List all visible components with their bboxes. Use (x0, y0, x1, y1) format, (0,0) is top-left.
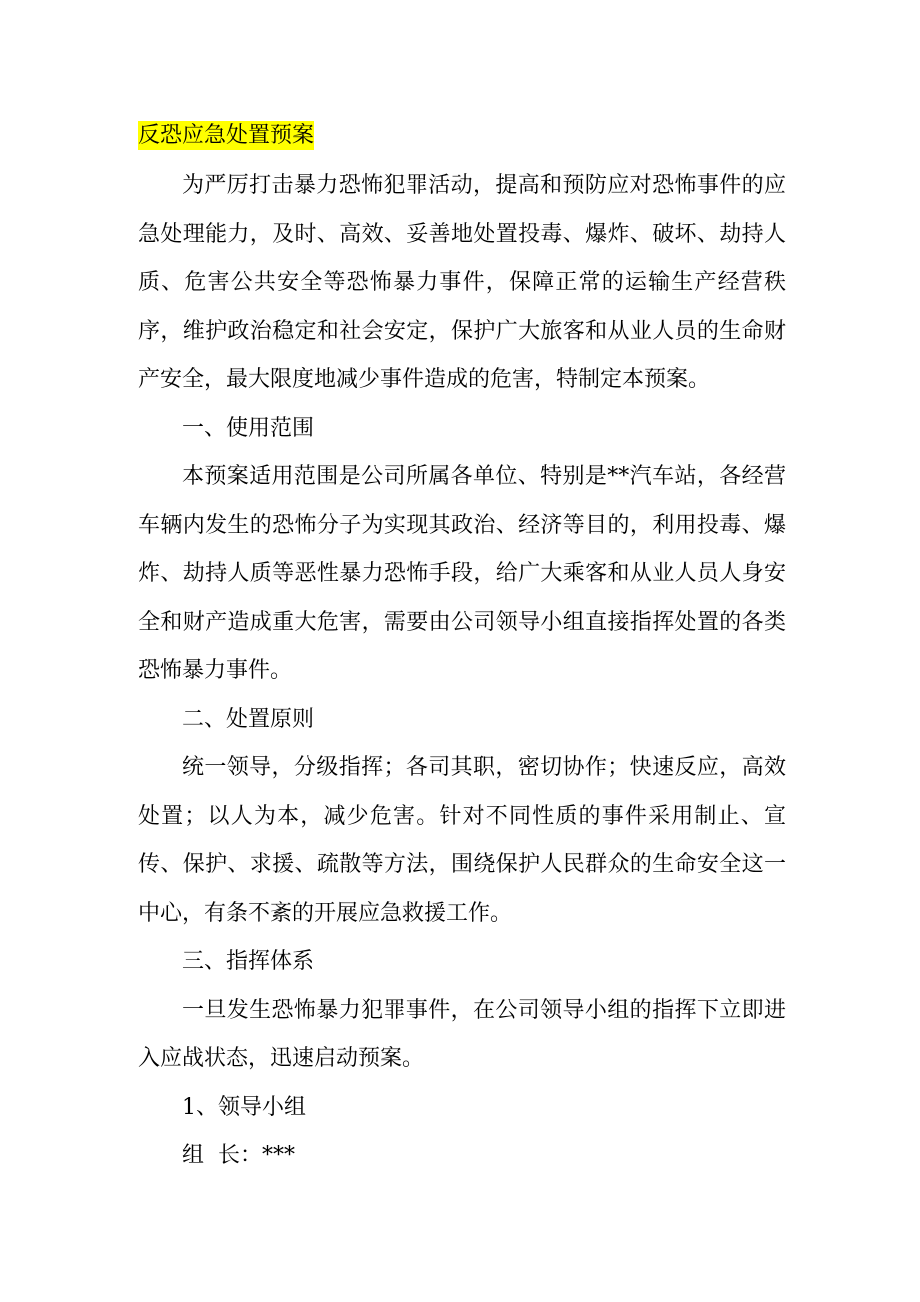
document-title: 反恐应急处置预案 (138, 123, 315, 148)
section-body-scope: 本预案适用范围是公司所属各单位、特别是**汽车站，各经营车辆内发生的恐怖分子为实现其政治、经济等目的，利用投毒、爆炸、劫持人质等恶性暴力恐怖手段，给广大乘客和从业人员人身安全和财产造成重大危害，需要由公司领导小组直接指挥处置的各类恐怖暴力事件。 (138, 464, 786, 683)
section-body-principles: 统一领导，分级指挥；各司其职，密切协作；快速反应，高效处置；以人为本，减少危害。针对不同性质的事件采用制止、宣传、保护、求援、疏散等方法，围绕保护人民群众的生命安全这一中心，有条不紊的开展应急救援工作。 (138, 755, 786, 926)
section-heading-command: 三、指挥体系 (182, 949, 315, 974)
leader-line: 组 长：*** (182, 1143, 295, 1168)
section-heading-principles: 二、处置原则 (182, 706, 315, 732)
title-line (138, 118, 786, 154)
subsection-heading-leadership: 1、领导小组 (182, 1094, 306, 1120)
section-heading-scope: 一、使用范围 (182, 415, 315, 441)
document-body (138, 118, 786, 1181)
intro-paragraph: 为严厉打击暴力恐怖犯罪活动，提高和预防应对恐怖事件的应急处理能力，及时、高效、妥善地处置投毒、爆炸、破坏、劫持人质、危害公共安全等恐怖暴力事件，保障正常的运输生产经营秩序，维护政治稳定和社会安定，保护广大旅客和从业人员的生命财产安全，最大限度地减少事件造成的危害，特制定本预案。 (138, 173, 786, 392)
section-body-command: 一旦发生恐怖暴力犯罪事件，在公司领导小组的指挥下立即进入应战状态，迅速启动预案。 (138, 997, 786, 1071)
